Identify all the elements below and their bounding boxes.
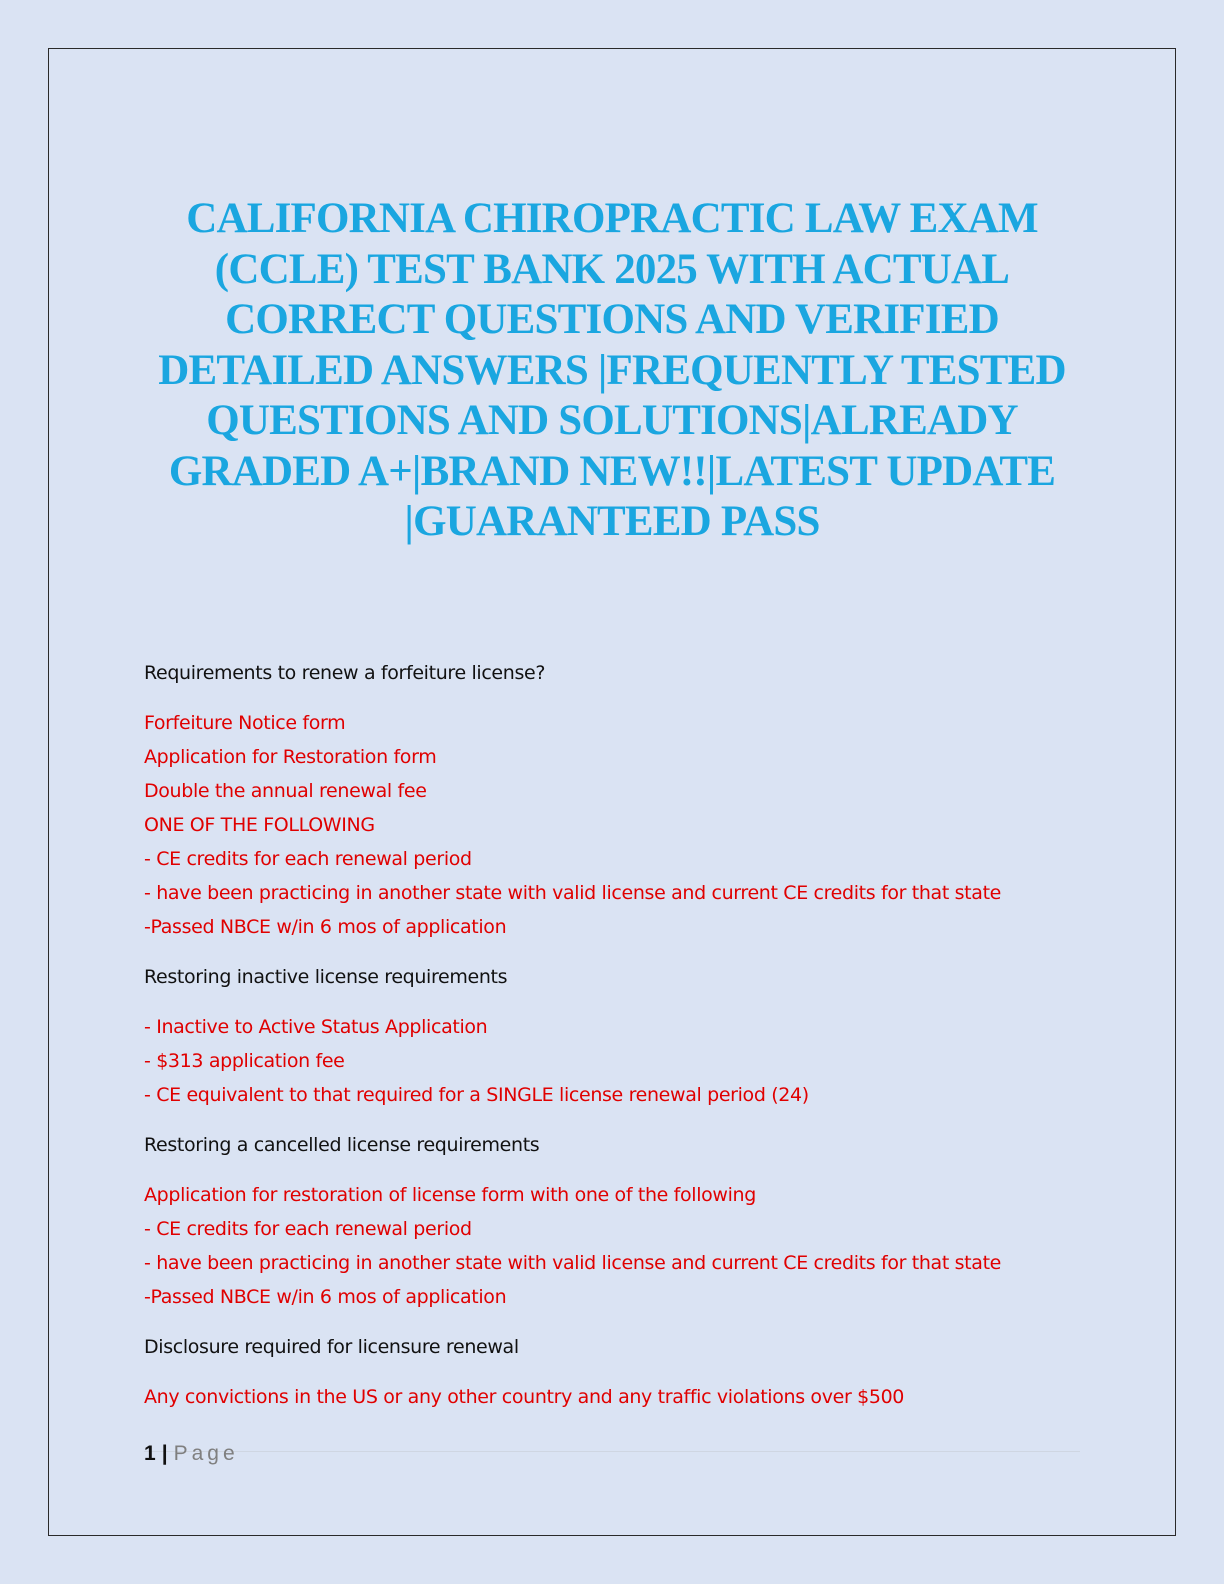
footer-separator: |	[161, 1442, 168, 1465]
answer-block	[144, 1010, 1104, 1112]
answer-line: -Passed NBCE w/in 6 mos of application	[144, 1286, 507, 1308]
answer-line: Double the annual renewal fee	[144, 780, 427, 802]
answer-line: -Passed NBCE w/in 6 mos of application	[144, 916, 507, 938]
answer-block	[144, 706, 1104, 944]
qa-content	[144, 656, 1104, 1430]
page-label: Page	[173, 1442, 239, 1465]
question-text: Restoring inactive license requirements	[144, 966, 508, 988]
answer-line: - have been practicing in another state with valid license and current CE credits for that state	[144, 882, 1002, 904]
answer-line: - CE credits for each renewal period	[144, 1218, 472, 1240]
answer-line: - Inactive to Active Status Application	[144, 1016, 488, 1038]
page-footer	[144, 1440, 239, 1468]
page-number: 1	[144, 1442, 156, 1465]
question-text: Restoring a cancelled license requirements	[144, 1134, 540, 1156]
footer-divider	[144, 1451, 1080, 1452]
qa-item	[144, 960, 1104, 1112]
question-text: Disclosure required for licensure renewal	[144, 1336, 519, 1358]
qa-item	[144, 1330, 1104, 1414]
answer-line: - $313 application fee	[144, 1050, 345, 1072]
qa-item	[144, 656, 1104, 944]
question-text: Requirements to renew a forfeiture license?	[144, 662, 546, 684]
answer-line: Application for restoration of license form with one of the following	[144, 1184, 756, 1206]
answer-line: Application for Restoration form	[144, 746, 437, 768]
answer-line: - CE equivalent to that required for a SINGLE license renewal period (24)	[144, 1084, 809, 1106]
document-title: CALIFORNIA CHIROPRACTIC LAW EXAM (CCLE) TEST BANK 2025 WITH ACTUAL CORRECT QUESTIONS AND VERIFIED DETAILED ANSWERS |FREQUENTLY TESTED QUESTIONS AND SOLUTIONS|ALREADY GRADED A+|BRAND NEW!!|LATEST UPDATE |GUARANTEED PASS	[158, 195, 1066, 545]
answer-line: ONE OF THE FOLLOWING	[144, 814, 375, 836]
answer-line: Any convictions in the US or any other country and any traffic violations over $500	[144, 1386, 905, 1408]
answer-block	[144, 1380, 1104, 1414]
answer-line: - CE credits for each renewal period	[144, 848, 472, 870]
answer-line: - have been practicing in another state with valid license and current CE credits for that state	[144, 1252, 1002, 1274]
answer-line: Forfeiture Notice form	[144, 712, 346, 734]
answer-block	[144, 1178, 1104, 1314]
qa-item	[144, 1128, 1104, 1314]
